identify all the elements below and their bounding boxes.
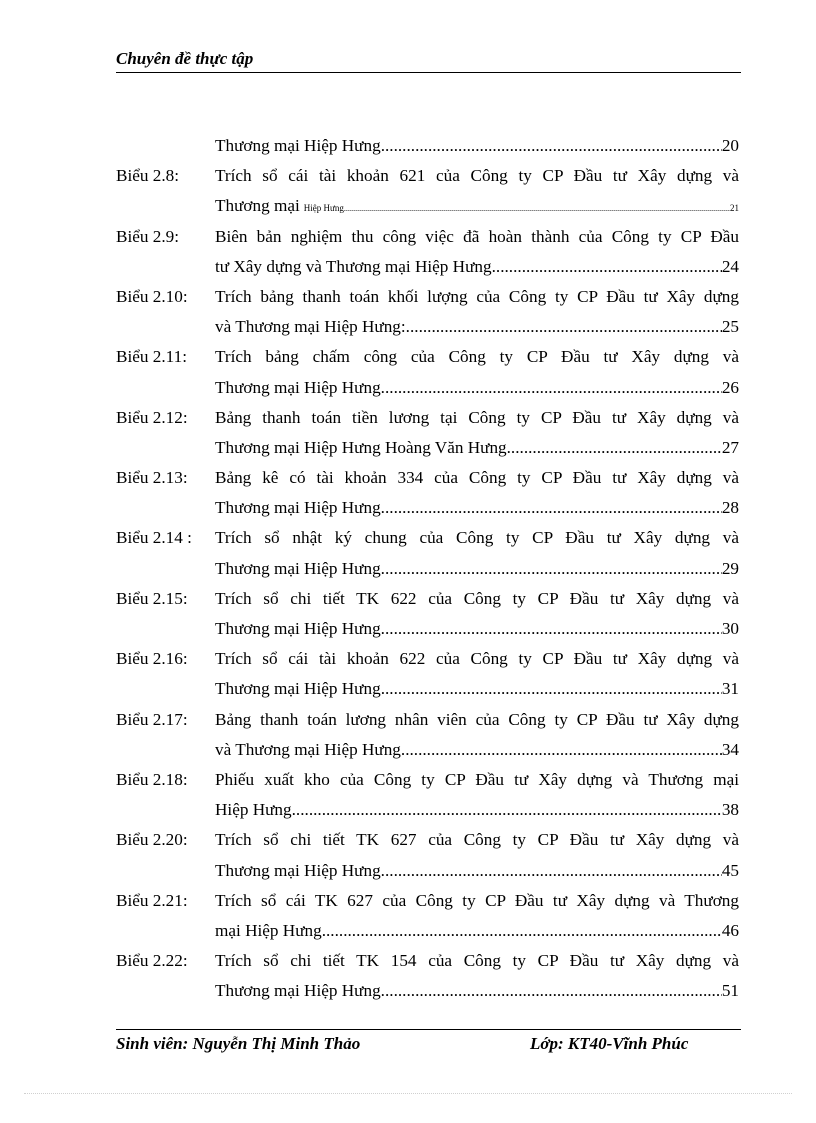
toc-line-last bbox=[116, 191, 739, 221]
toc-line bbox=[116, 886, 739, 916]
toc-line bbox=[116, 584, 739, 614]
toc-entry-text: Thương mại Hiệp Hưng. bbox=[215, 498, 385, 518]
toc-entry-text: Trích sổ chi tiết TK 627 của Công ty CP Đầu tư Xây dựng và bbox=[215, 830, 739, 850]
toc-entry-text: Trích bảng chấm công của Công ty CP Đầu tư Xây dựng và bbox=[215, 347, 739, 367]
toc-line-last bbox=[116, 373, 739, 403]
toc-entry-text: Hiệp Hưng. bbox=[215, 800, 296, 820]
toc-page-number: 46 bbox=[721, 920, 739, 940]
toc-page-number: 26 bbox=[721, 377, 739, 397]
toc-page-number: 28 bbox=[721, 498, 739, 518]
toc-leader-dots bbox=[381, 131, 722, 161]
toc-line-last bbox=[116, 916, 739, 946]
toc-entry-text: Thương mại Hiệp Hưng. bbox=[215, 619, 385, 638]
page-edge bbox=[24, 1093, 792, 1094]
toc-page-number: 30 bbox=[721, 619, 739, 638]
toc-line bbox=[116, 644, 739, 674]
toc-line-last bbox=[116, 252, 739, 282]
toc-line bbox=[116, 765, 739, 795]
toc-entry bbox=[116, 161, 739, 221]
toc-line bbox=[116, 342, 739, 372]
toc-entry bbox=[116, 946, 739, 1006]
toc-entry-label: Biểu 2.11: bbox=[116, 347, 187, 367]
toc-entry-text: Thương mại bbox=[215, 196, 300, 216]
toc-line-last bbox=[116, 312, 739, 342]
toc-entry bbox=[116, 705, 739, 765]
toc-entry-label: Biểu 2.12: bbox=[116, 407, 188, 427]
toc-entry-text: Phiếu xuất kho của Công ty CP Đầu tư Xây dựng và Thương mại bbox=[215, 769, 739, 789]
toc-entry-last-line bbox=[215, 856, 739, 886]
toc-entry-label: Biểu 2.10: bbox=[116, 286, 188, 306]
toc-entry bbox=[116, 886, 739, 946]
toc-entry-last-line bbox=[215, 554, 739, 584]
toc-entry-label: Biểu 2.13: bbox=[116, 468, 188, 488]
toc-entry-label: Biểu 2.17: bbox=[116, 709, 188, 729]
toc-entry bbox=[116, 131, 739, 161]
toc-entry-text: và Thương mại Hiệp Hưng. bbox=[215, 739, 406, 759]
page-footer bbox=[116, 1029, 741, 1053]
toc-entry bbox=[116, 403, 739, 463]
toc-entry-text: Bảng thanh toán lương nhân viên của Công ty CP Đầu tư Xây dựng bbox=[215, 709, 739, 729]
toc-leader-dots bbox=[385, 493, 722, 523]
toc-page-number: 27 bbox=[721, 437, 739, 457]
toc-entry-last-line bbox=[215, 373, 739, 403]
footer-student: Sinh viên: Nguyễn Thị Minh Thảo bbox=[116, 1034, 361, 1053]
header-title: Chuyên đề thực tập bbox=[116, 49, 254, 68]
toc-entry-last-line bbox=[215, 674, 739, 704]
toc-entry-text: Trích sổ cái tài khoản 621 của Công ty CP Đầu tư Xây dựng và bbox=[215, 166, 739, 186]
toc-line-last bbox=[116, 614, 739, 644]
toc-line-last bbox=[116, 856, 739, 886]
toc-entry-text: Bảng thanh toán tiền lương tại Công ty CP Đầu tư Xây dựng và bbox=[215, 407, 739, 427]
toc-line-last bbox=[116, 674, 739, 704]
toc-entry-last-line bbox=[215, 916, 739, 946]
toc-entry-label: Biểu 2.22: bbox=[116, 951, 188, 971]
toc-page-number: 51 bbox=[721, 981, 739, 1001]
toc-line-last bbox=[116, 554, 739, 584]
toc-entry-text: Thương mại Hiệp Hưng. bbox=[215, 558, 385, 578]
toc-entry-text: Trích sổ chi tiết TK 154 của Công ty CP Đầu tư Xây dựng và bbox=[215, 951, 739, 971]
toc-entry-text: mại Hiệp Hưng. bbox=[215, 920, 326, 940]
toc-page-number: 38 bbox=[721, 800, 739, 820]
toc-line-last bbox=[116, 795, 739, 825]
toc-entry bbox=[116, 644, 739, 704]
toc-entry-text: và Thương mại Hiệp Hưng: bbox=[215, 317, 406, 337]
toc-leader-dots bbox=[326, 916, 722, 946]
toc-leader-dots bbox=[385, 614, 722, 644]
toc-leader-dots bbox=[385, 976, 722, 1006]
toc-line-last bbox=[116, 433, 739, 463]
toc-line bbox=[116, 463, 739, 493]
toc-line bbox=[116, 282, 739, 312]
toc-line-last bbox=[116, 976, 739, 1006]
toc-leader-dots bbox=[507, 433, 722, 463]
toc-entry bbox=[116, 282, 739, 342]
toc-entry-last-line bbox=[215, 252, 739, 282]
toc-entry-last-line bbox=[215, 433, 739, 463]
toc-line bbox=[116, 523, 739, 553]
toc-page-number: 24 bbox=[721, 256, 739, 276]
toc-leader-dots bbox=[385, 554, 722, 584]
toc-entry-last-line bbox=[215, 493, 739, 523]
toc-entry-label: Biểu 2.9: bbox=[116, 226, 180, 246]
toc-leader-dots bbox=[385, 373, 722, 403]
toc-entry-label: Biểu 2.15: bbox=[116, 588, 188, 608]
toc-entry-label: Biểu 2.20: bbox=[116, 830, 188, 850]
toc-page-number: 45 bbox=[721, 860, 739, 880]
toc-entry-label: Biểu 2.18: bbox=[116, 769, 188, 789]
toc-entry bbox=[116, 584, 739, 644]
toc-page-number: 21 bbox=[730, 203, 739, 214]
toc-entry-label: Biểu 2.8: bbox=[116, 166, 180, 186]
toc-entry-last-line bbox=[215, 976, 739, 1006]
toc-line bbox=[116, 825, 739, 855]
toc-entry bbox=[116, 825, 739, 885]
toc-entry bbox=[116, 222, 739, 282]
toc-leader-dots bbox=[296, 795, 722, 825]
toc-entry-label: Biểu 2.21: bbox=[116, 890, 188, 910]
toc-entry bbox=[116, 463, 739, 523]
toc-entry bbox=[116, 342, 739, 402]
toc-entry bbox=[116, 523, 739, 583]
toc-line-last bbox=[116, 493, 739, 523]
toc-line bbox=[116, 161, 739, 191]
page-header bbox=[116, 48, 741, 73]
toc-entry-text: Thương mại Hiệp Hưng bbox=[215, 136, 381, 155]
toc-line-last bbox=[116, 131, 739, 161]
toc-entry-last-line bbox=[215, 795, 739, 825]
toc-entry-text: Thương mại Hiệp Hưng. bbox=[215, 377, 385, 397]
footer-class: Lớp: KT40-Vĩnh Phúc bbox=[530, 1034, 689, 1053]
toc-line bbox=[116, 403, 739, 433]
toc-entry-text: Thương mại Hiệp Hưng bbox=[215, 679, 381, 699]
toc-entry-last-line bbox=[215, 131, 739, 161]
toc-entry-text: Thương mại Hiệp Hưng Hoàng Văn Hưng bbox=[215, 437, 507, 457]
toc-entry-text: tư Xây dựng và Thương mại Hiệp Hưng bbox=[215, 256, 492, 276]
toc-entry-last-line bbox=[215, 312, 739, 342]
toc-page-number: 25 bbox=[721, 317, 739, 337]
toc-page-number: 20 bbox=[721, 136, 739, 155]
toc-entry-label: Biểu 2.14 : bbox=[116, 528, 192, 548]
toc-entry-last-line bbox=[215, 191, 739, 224]
toc-line bbox=[116, 705, 739, 735]
toc-leader-dots bbox=[381, 674, 722, 704]
toc-page-number: 29 bbox=[721, 558, 739, 578]
toc-entry-text: Thương mại Hiệp Hưng. bbox=[215, 860, 385, 880]
toc-entry-text: Biên bản nghiệm thu công việc đã hoàn thành của Công ty CP Đầu bbox=[215, 226, 739, 246]
toc-line bbox=[116, 946, 739, 976]
toc-entry-text: Bảng kê có tài khoản 334 của Công ty CP Đầu tư Xây dựng và bbox=[215, 468, 739, 488]
toc-entry-text: Trích bảng thanh toán khối lượng của Công ty CP Đầu tư Xây dựng bbox=[215, 286, 739, 306]
toc-entry-text: Thương mại Hiệp Hưng. bbox=[215, 981, 385, 1001]
toc-page-number: 31 bbox=[721, 679, 739, 699]
toc-entry-text: Trích sổ chi tiết TK 622 của Công ty CP Đầu tư Xây dựng và bbox=[215, 588, 739, 608]
toc-page-number: 34 bbox=[721, 739, 739, 759]
toc-entry-last-line bbox=[215, 735, 739, 765]
toc-leader-dots bbox=[385, 856, 722, 886]
toc-entry-last-line bbox=[215, 614, 739, 644]
toc-line bbox=[116, 222, 739, 252]
toc-line-last bbox=[116, 735, 739, 765]
toc-entry bbox=[116, 765, 739, 825]
toc-leader-dots bbox=[344, 194, 730, 224]
toc-entry-text: Trích sổ nhật ký chung của Công ty CP Đầu tư Xây dựng và bbox=[215, 528, 739, 548]
toc-leader-dots bbox=[406, 312, 722, 342]
toc-entry-text: Trích sổ cái TK 627 của Công ty CP Đầu tư Xây dựng và Thương bbox=[215, 890, 739, 910]
toc-entry-text: Trích sổ cái tài khoản 622 của Công ty CP Đầu tư Xây dựng và bbox=[215, 649, 739, 669]
toc-leader-dots bbox=[492, 252, 722, 282]
toc-entry-text-small: Hiệp Hưng bbox=[303, 203, 344, 214]
toc-leader-dots bbox=[405, 735, 722, 765]
table-of-figures bbox=[116, 131, 739, 1006]
toc-entry-label: Biểu 2.16: bbox=[116, 649, 188, 669]
